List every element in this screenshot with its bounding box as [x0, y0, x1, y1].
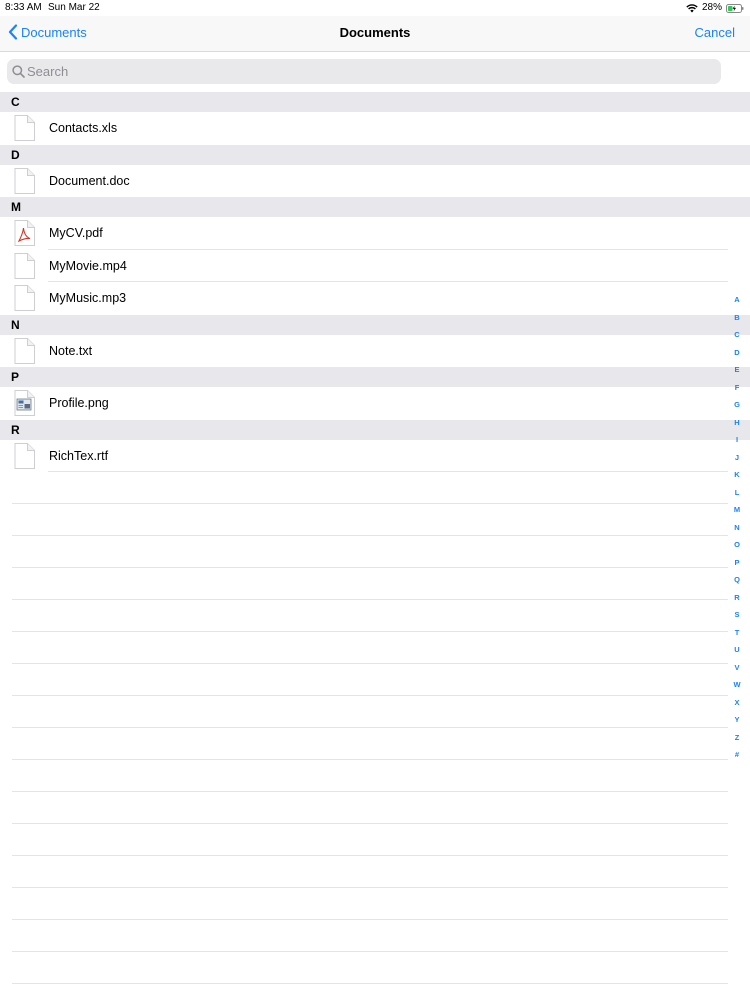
- index-letter[interactable]: B: [734, 312, 740, 322]
- file-row[interactable]: [0, 112, 750, 145]
- status-bar: [0, 0, 750, 16]
- section-header-p: P: [0, 367, 750, 387]
- file-row[interactable]: [0, 217, 750, 250]
- file-name: Contacts.xls: [49, 121, 118, 135]
- section-header-m: M: [0, 197, 750, 217]
- status-date: Sun Mar 22: [48, 2, 100, 13]
- battery-percent: 28%: [701, 2, 722, 13]
- index-letter[interactable]: K: [734, 470, 740, 479]
- empty-row: [0, 536, 750, 568]
- document-icon: [14, 443, 35, 469]
- section-header-c: C: [0, 92, 750, 112]
- index-letter[interactable]: M: [733, 505, 741, 514]
- section-index[interactable]: [730, 291, 744, 764]
- file-name: Document.doc: [49, 173, 130, 188]
- index-letter[interactable]: V: [734, 662, 740, 672]
- search-field[interactable]: [7, 59, 721, 84]
- file-name: MyCV.pdf: [49, 226, 103, 240]
- index-letter[interactable]: N: [734, 522, 740, 532]
- index-letter[interactable]: P: [734, 557, 740, 567]
- empty-row: [0, 472, 750, 504]
- empty-row: [0, 792, 750, 824]
- index-letter[interactable]: O: [734, 540, 740, 549]
- empty-row: [0, 568, 750, 600]
- empty-row: [0, 856, 750, 888]
- cancel-button[interactable]: Cancel: [694, 25, 735, 40]
- search-icon: [12, 65, 25, 83]
- index-letter[interactable]: Y: [734, 715, 740, 724]
- index-letter[interactable]: X: [734, 697, 740, 707]
- index-letter[interactable]: H: [734, 417, 740, 427]
- index-letter[interactable]: G: [734, 400, 740, 409]
- file-name: RichTex.rtf: [49, 448, 109, 463]
- file-row[interactable]: [0, 335, 750, 368]
- empty-row: [0, 760, 750, 792]
- section-header-d: D: [0, 145, 750, 165]
- document-icon: [14, 168, 35, 194]
- index-letter[interactable]: L: [734, 487, 740, 497]
- empty-row: [0, 664, 750, 696]
- empty-row: [0, 952, 750, 984]
- row-divider: [12, 983, 728, 984]
- section-header-n: N: [0, 315, 750, 335]
- index-letter[interactable]: Z: [734, 732, 740, 742]
- document-icon: [14, 285, 35, 311]
- search-input[interactable]: [27, 61, 707, 82]
- status-right: [686, 1, 744, 15]
- empty-row: [0, 632, 750, 664]
- index-letter[interactable]: F: [734, 382, 740, 392]
- index-letter[interactable]: T: [734, 627, 740, 637]
- file-row[interactable]: [0, 387, 750, 420]
- file-name: Note.txt: [49, 343, 93, 358]
- pdf-icon: [14, 220, 35, 246]
- index-letter[interactable]: Q: [734, 575, 740, 584]
- file-name: MyMovie.mp4: [49, 258, 127, 273]
- battery-charging-icon: [726, 4, 744, 13]
- page-title: Documents: [339, 25, 411, 40]
- empty-row: [0, 920, 750, 952]
- search-area: [0, 52, 750, 92]
- index-letter[interactable]: U: [734, 645, 740, 654]
- index-letter[interactable]: R: [734, 592, 740, 602]
- file-row[interactable]: [0, 250, 750, 283]
- index-letter[interactable]: J: [734, 452, 740, 462]
- index-letter[interactable]: E: [734, 365, 740, 374]
- index-letter[interactable]: D: [734, 347, 740, 357]
- file-list: [0, 92, 750, 984]
- file-row[interactable]: [0, 282, 750, 315]
- status-time: 8:33 AM: [5, 2, 42, 13]
- back-button-label: Documents: [21, 24, 87, 40]
- index-letter[interactable]: I: [735, 435, 739, 444]
- empty-row: [0, 824, 750, 856]
- image-file-icon: [14, 390, 35, 416]
- empty-row: [0, 504, 750, 536]
- file-row[interactable]: [0, 440, 750, 473]
- navigation-bar: [0, 16, 750, 52]
- empty-row: [0, 888, 750, 920]
- index-letter[interactable]: W: [733, 680, 741, 689]
- empty-row: [0, 600, 750, 632]
- file-name: MyMusic.mp3: [49, 291, 127, 305]
- document-icon: [14, 115, 35, 141]
- file-row[interactable]: [0, 165, 750, 198]
- empty-row: [0, 696, 750, 728]
- wifi-icon: [686, 4, 698, 13]
- index-letter[interactable]: #: [734, 750, 740, 759]
- index-letter[interactable]: C: [734, 330, 740, 339]
- index-letter[interactable]: S: [734, 610, 740, 619]
- empty-row: [0, 728, 750, 760]
- document-icon: [14, 338, 35, 364]
- document-icon: [14, 253, 35, 279]
- section-header-r: R: [0, 420, 750, 440]
- file-name: Profile.png: [49, 396, 109, 410]
- index-letter[interactable]: A: [734, 295, 740, 304]
